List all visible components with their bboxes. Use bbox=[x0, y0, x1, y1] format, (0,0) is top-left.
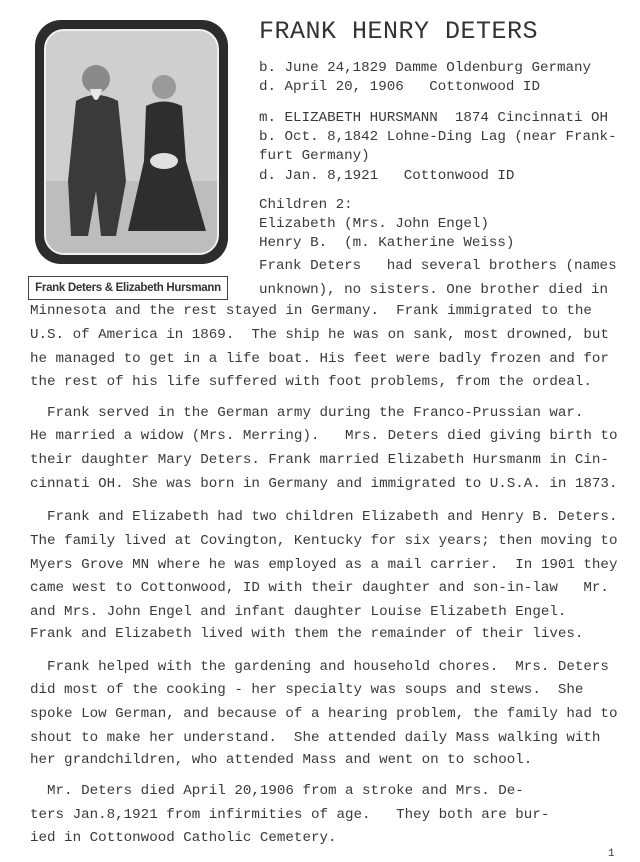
paragraph-line: Frank helped with the gardening and household chores. Mrs. Deters bbox=[30, 659, 609, 675]
paragraph-line: their daughter Mary Deters. Frank married Elizabeth Hursmanm in Cin- bbox=[30, 452, 609, 468]
paragraph-line: Mr. Deters died April 20,1906 from a stroke and Mrs. De- bbox=[30, 783, 524, 799]
paragraph-line: her grandchildren, who attended Mass and went on to school. bbox=[30, 752, 533, 768]
portrait-photo bbox=[44, 29, 219, 255]
vital-line: b. Oct. 8,1842 Lohne-Ding Lag (near Frank- bbox=[259, 129, 617, 145]
photo-caption: Frank Deters & Elizabeth Hursmann bbox=[28, 276, 228, 300]
paragraph-line: Frank Deters had several brothers (names bbox=[259, 258, 617, 274]
paragraph-line: Minnesota and the rest stayed in Germany. Frank immigrated to the bbox=[30, 303, 592, 319]
vital-line: Elizabeth (Mrs. John Engel) bbox=[259, 216, 489, 232]
vital-line: Children 2: bbox=[259, 197, 353, 213]
paragraph-line: came west to Cottonwood, ID with their daughter and son-in-law Mr. bbox=[30, 580, 609, 596]
paragraph-line: did most of the cooking - her specialty was soups and stews. She bbox=[30, 682, 584, 698]
paragraph-line: Frank served in the German army during the Franco-Prussian war. bbox=[30, 405, 584, 421]
page-number: 1 bbox=[608, 848, 615, 860]
paragraph-line: unknown), no sisters. One brother died in bbox=[259, 282, 609, 298]
vital-line: d. April 20, 1906 Cottonwood ID bbox=[259, 79, 540, 95]
couple-portrait-image bbox=[46, 31, 217, 253]
paragraph-line: The family lived at Covington, Kentucky for six years; then moving to bbox=[30, 533, 618, 549]
vital-line: furt Germany) bbox=[259, 148, 370, 164]
paragraph-line: ied in Cottonwood Catholic Cemetery. bbox=[30, 830, 337, 846]
paragraph-line: U.S. of America in 1869. The ship he was on sank, most drowned, but bbox=[30, 327, 609, 343]
paragraph-line: he managed to get in a life boat. His feet were badly frozen and for bbox=[30, 351, 609, 367]
paragraph-line: Frank and Elizabeth lived with them the remainder of their lives. bbox=[30, 626, 584, 642]
portrait-photo-frame bbox=[35, 20, 228, 264]
vital-line: b. June 24,1829 Damme Oldenburg Germany bbox=[259, 60, 592, 76]
paragraph-line: ters Jan.8,1921 from infirmities of age. They both are bur- bbox=[30, 807, 550, 823]
paragraph-line: He married a widow (Mrs. Merring). Mrs. Deters died giving birth to bbox=[30, 428, 618, 444]
paragraph-line: Frank and Elizabeth had two children Elizabeth and Henry B. Deters. bbox=[30, 509, 618, 525]
vital-line: m. ELIZABETH HURSMANN 1874 Cincinnati OH bbox=[259, 110, 609, 126]
paragraph-line: Myers Grove MN where he was employed as a mail carrier. In 1901 they bbox=[30, 557, 618, 573]
paragraph-line: spoke Low German, and because of a hearing problem, the family had to bbox=[30, 706, 618, 722]
paragraph-line: shout to make her understand. She attended daily Mass walking with bbox=[30, 730, 601, 746]
paragraph-line: cinnati OH. She was born in Germany and immigrated to U.S.A. in 1873. bbox=[30, 476, 618, 492]
paragraph-line: the rest of his life suffered with foot problems, from the ordeal. bbox=[30, 374, 592, 390]
vital-line: Henry B. (m. Katherine Weiss) bbox=[259, 235, 515, 251]
vital-line: d. Jan. 8,1921 Cottonwood ID bbox=[259, 168, 515, 184]
page-title: FRANK HENRY DETERS bbox=[259, 17, 539, 46]
paragraph-line: and Mrs. John Engel and infant daughter Louise Elizabeth Engel. bbox=[30, 604, 567, 620]
